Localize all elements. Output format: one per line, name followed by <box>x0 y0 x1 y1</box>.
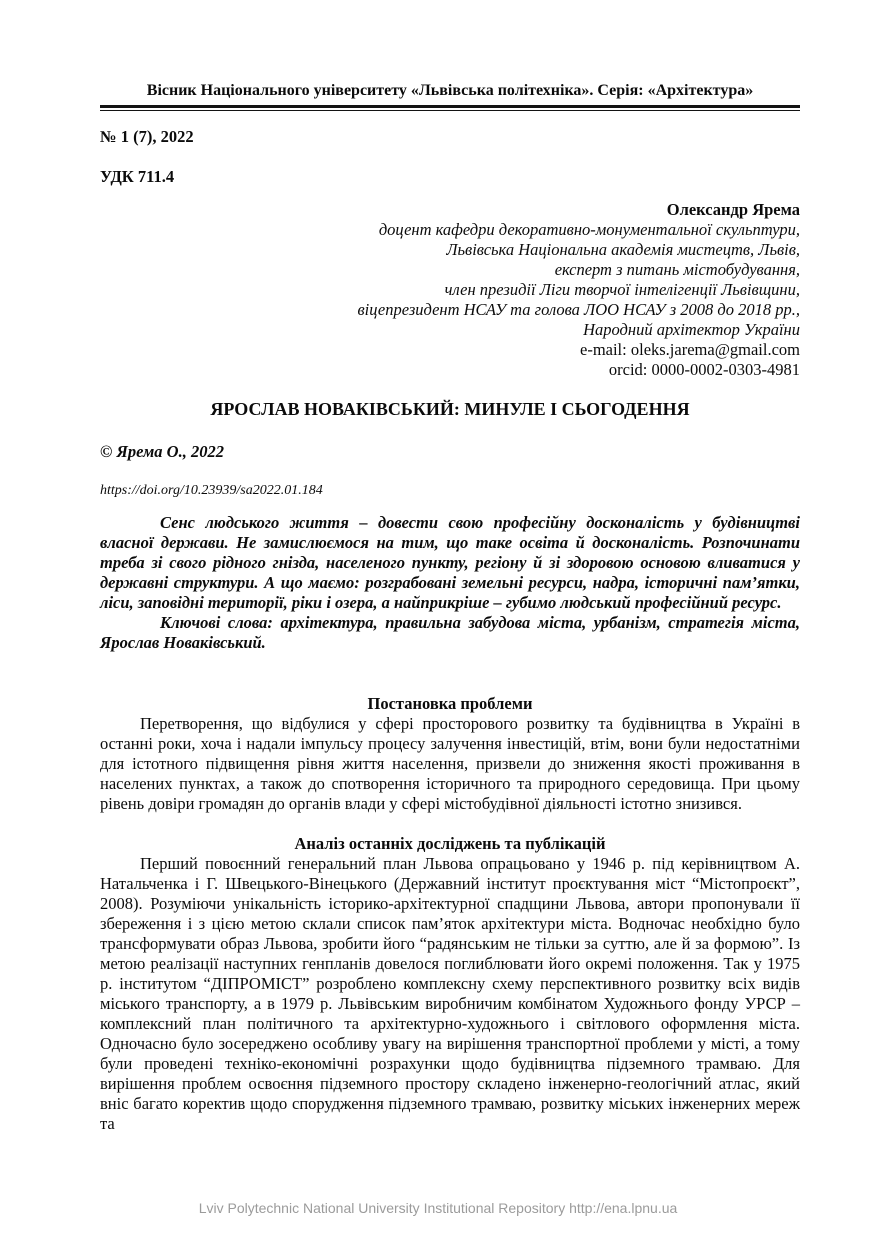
repository-footer: Lviv Polytechnic National University Institutional Repository http://ena.lpnu.ua <box>198 1200 678 1216</box>
author-affiliation-line: експерт з питань містобудування, <box>554 260 800 279</box>
author-affiliation-line: Львівська Національна академія мистецтв, Львів, <box>446 240 800 259</box>
author-affiliation-line: Народний архітектор України <box>583 320 800 339</box>
keywords-text: архітектура, правильна забудова міста, урбанізм, стратегія міста, Ярослав Новаківський. <box>100 613 800 652</box>
udc-code: УДК 711.4 <box>100 167 175 186</box>
section-heading-problem-statement: Постановка проблеми <box>367 694 533 713</box>
section-paragraph: Перетворення, що відбулися у сфері просторового розвитку та будівництва в Україні в останні роки, хоча і надали імпульсу процесу залучення інвестицій, втім, вони були недостатніми для істотного підвищення рівня життя населення, призвели до зниження якості проживання в населених пунктах, а також до спотворення історичного та природного середовища. При цьому рівень довіри громадян до органів влади у сфері містобудівної діяльності істотно знизився. <box>100 714 800 813</box>
article-title: ЯРОСЛАВ НОВАКІВСЬКИЙ: МИНУЛЕ І СЬОГОДЕННЯ <box>210 399 690 419</box>
author-affiliation-line: доцент кафедри декоративно-монументальної скульптури, <box>378 220 800 239</box>
author-block <box>100 200 800 380</box>
issue-number: № 1 (7), 2022 <box>100 127 194 146</box>
keywords-label: Ключові слова: <box>160 613 273 632</box>
section-heading-analysis: Аналіз останніх досліджень та публікацій <box>294 834 606 853</box>
header-rule <box>100 105 800 111</box>
section-paragraph: Перший повоєнний генеральний план Львова опрацьовано у 1946 р. під керівництвом А. Натальченка і Г. Швецького-Вінецького (Державний інститут проєктування міст “Містопроєкт”, 2008). Розуміючи унікальність історико-архітектурної спадщини Львова, автори пропонували її збереження і з цією метою склали список пам’яток архітектури міста. Водночас необхідно було трансформувати образ Львова, зробити його “радянським не тільки за суттю, але й за формою”. Із метою реалізації наступних генпланів довелося поглиблювати його окремі положення. Так у 1975 р. інститутом “ДІПРОМІСТ” розроблено комплексну схему перспективного розвитку всіх видів міського транспорту, а в 1979 р. Львівським виробничим комбінатом Художнього фонду УРСР – комплексний план політичного та архітектурно-художнього і світлового оформлення міста. Одночасно було зосереджено особливу увагу на вирішення транспортної проблеми у місті, а тому були проведені техніко-економічні розрахунки щодо будівництва підземного трамваю. Для вирішення проблем освоєння підземного простору складено інженерно-геологічний атлас, який вніс багато коректив щодо спорудження підземного трамваю, розвитку міських інженерних мереж та <box>100 854 800 1133</box>
author-affiliation-line: віцепрезидент НСАУ та голова ЛОО НСАУ з 2008 до 2018 рр., <box>357 300 800 319</box>
author-name: Олександр Ярема <box>666 200 800 219</box>
author-email: e-mail: oleks.jarema@gmail.com <box>580 340 800 359</box>
doi-line: https://doi.org/10.23939/sa2022.01.184 <box>100 483 323 498</box>
author-orcid: orcid: 0000-0002-0303-4981 <box>608 360 800 379</box>
author-affiliation-line: член президії Ліги творчої інтелігенції Львівщини, <box>444 280 800 299</box>
page-content <box>100 0 800 1134</box>
copyright-line: © Ярема О., 2022 <box>100 442 224 461</box>
keywords-paragraph <box>100 613 800 653</box>
journal-header: Вісник Національного університету «Львівська політехніка». Серія: «Архітектура» <box>146 82 754 99</box>
abstract-paragraph: Сенс людського життя – довести свою професійну досконалість у будівництві власної держави. Не замислюємося на тим, що таке освіта й досконалість. Розпочинати треба зі свого рідного гнізда, населеного пункту, регіону й зі здоровою основою вливатися у державні структури. А що маємо: розграбовані земельні ресурси, надра, історичні пам’ятки, ліси, заповідні території, ріки і озера, а найприкріше – губимо людський професійний ресурс. <box>100 513 800 612</box>
